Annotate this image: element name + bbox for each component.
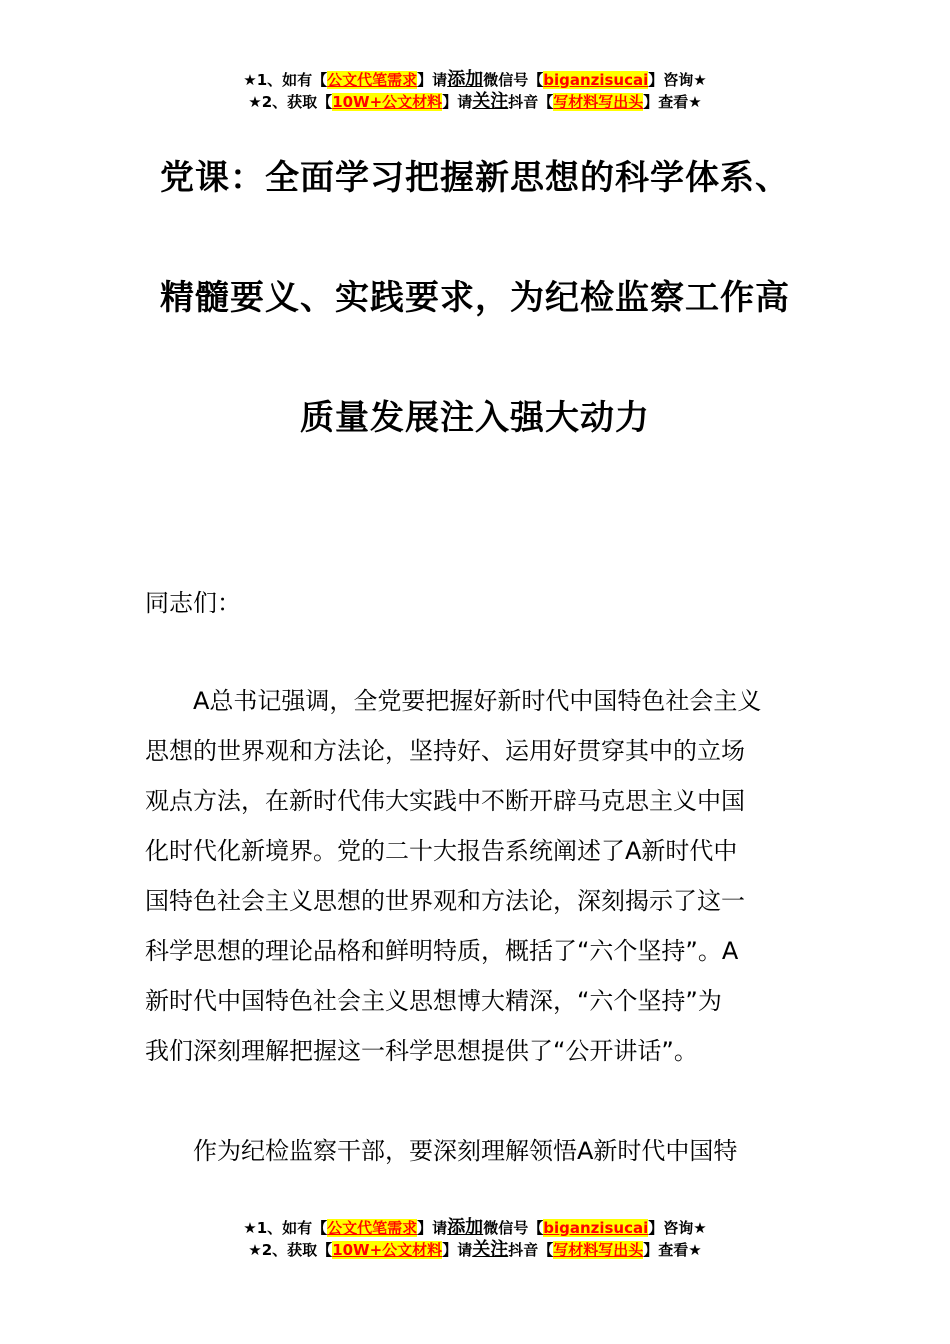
banner-text: 】请 <box>442 93 473 111</box>
bottom-banner <box>0 1217 950 1261</box>
banner-highlight: 10W+公文材料 <box>332 93 443 111</box>
banner-highlight: biganzisucai <box>543 71 649 89</box>
banner-highlight: 10W+公文材料 <box>332 1241 443 1259</box>
document-title-line: 精髓要义、实践要求，为纪检监察工作高 <box>160 278 790 318</box>
banner-text: 】请 <box>442 1241 473 1259</box>
paragraph-line: 我们深刻理解把握这一科学思想提供了“公开讲话”。 <box>145 1037 698 1065</box>
banner-text: 】请 <box>417 1219 448 1237</box>
banner-suffix: 】查看★ <box>643 1241 702 1259</box>
salutation <box>145 578 810 628</box>
paragraph-line: 作为纪检监察干部，要深刻理解领悟A新时代中国特 <box>193 1137 738 1165</box>
banner-suffix: 】咨询★ <box>648 1219 707 1237</box>
banner-text: 抖音【 <box>508 1241 554 1259</box>
paragraph-line: A总书记强调，全党要把握好新时代中国特色社会主义 <box>193 687 762 715</box>
banner-suffix: 】咨询★ <box>648 71 707 89</box>
banner-text: 抖音【 <box>508 93 554 111</box>
banner-highlight: 公文代笔需求 <box>327 1219 418 1237</box>
banner-prefix: ★1、如有【 <box>243 71 328 89</box>
salutation-text: 同志们： <box>145 589 241 617</box>
document-title-line: 党课：全面学习把握新思想的科学体系、 <box>160 158 790 198</box>
banner-highlight: 公文代笔需求 <box>327 71 418 89</box>
paragraph-line: 化时代化新境界。党的二十大报告系统阐述了A新时代中 <box>145 837 738 865</box>
paragraph-1 <box>145 676 810 1076</box>
paragraph-line: 科学思想的理论品格和鲜明特质，概括了“六个坚持”。A <box>145 937 739 965</box>
banner-line-2 <box>0 1239 950 1261</box>
banner-prefix: ★1、如有【 <box>243 1219 328 1237</box>
banner-emphasis: 添加 <box>447 69 484 90</box>
paragraph-line: 观点方法，在新时代伟大实践中不断开辟马克思主义中国 <box>145 787 745 815</box>
paragraph-line: 新时代中国特色社会主义思想博大精深，“六个坚持”为 <box>145 987 722 1015</box>
banner-text: 】请 <box>417 71 448 89</box>
document-title-line: 质量发展注入强大动力 <box>300 398 650 438</box>
banner-prefix: ★2、获取【 <box>248 93 333 111</box>
banner-line-2 <box>0 91 950 113</box>
banner-line-1 <box>0 1217 950 1239</box>
banner-highlight: 写材料写出头 <box>553 93 644 111</box>
banner-emphasis: 关注 <box>472 1239 509 1260</box>
banner-text: 微信号【 <box>483 1219 544 1237</box>
banner-line-1 <box>0 69 950 91</box>
banner-text: 微信号【 <box>483 71 544 89</box>
banner-emphasis: 添加 <box>447 1217 484 1238</box>
paragraph-line: 国特色社会主义思想的世界观和方法论，深刻揭示了这一 <box>145 887 745 915</box>
paragraph-line: 思想的世界观和方法论，坚持好、运用好贯穿其中的立场 <box>145 737 745 765</box>
paragraph-2 <box>145 1126 810 1176</box>
banner-emphasis: 关注 <box>472 91 509 112</box>
top-banner <box>0 69 950 113</box>
banner-prefix: ★2、获取【 <box>248 1241 333 1259</box>
banner-highlight: biganzisucai <box>543 1219 649 1237</box>
banner-suffix: 】查看★ <box>643 93 702 111</box>
banner-highlight: 写材料写出头 <box>553 1241 644 1259</box>
